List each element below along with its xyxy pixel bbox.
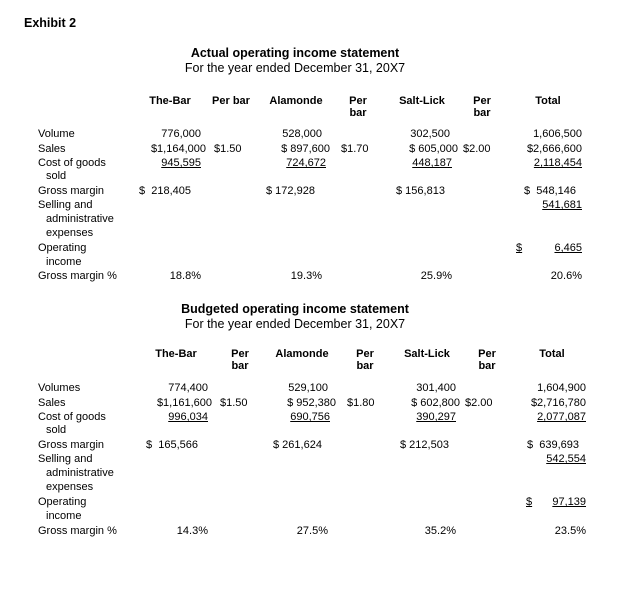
total-gross-margin-pct: 20.6% [550, 270, 582, 282]
thebar-gross-margin-pct: 18.8% [169, 270, 201, 282]
alamonde-cogs: 690,756 [290, 411, 330, 423]
label-cogs-cont: sold [46, 170, 67, 182]
header-per-bar: Per bar [212, 95, 250, 107]
label-sga-cont: administrative [46, 213, 114, 225]
saltlick-gross-margin: $ 156,813 [396, 185, 445, 197]
thebar-cogs: 945,595 [161, 157, 201, 169]
header-salt-lick: Salt-Lick [399, 95, 445, 107]
total-cogs: 2,077,087 [537, 411, 586, 423]
budgeted-title: Budgeted operating income statement [181, 302, 409, 316]
header-total: Total [539, 348, 565, 360]
header-alamonde: Alamonde [269, 95, 323, 107]
thebar-per-bar: $1.50 [220, 397, 248, 409]
alamonde-sales: $ 897,600 [281, 143, 330, 155]
label-gross-margin: Gross margin [38, 439, 105, 451]
total-sales: $2,716,780 [530, 397, 586, 409]
total-volume: 1,606,500 [533, 128, 582, 140]
header-total: Total [535, 95, 561, 107]
budgeted-subtitle: For the year ended December 31, 20X7 [184, 317, 406, 331]
alamonde-gross-margin-pct: 27.5% [296, 525, 328, 537]
total-operating-income-dollar: $ [516, 242, 523, 254]
header-per-bar: Per bar [231, 348, 249, 372]
header-per-bar: Per bar [356, 348, 374, 372]
alamonde-per-bar: $1.70 [341, 143, 369, 155]
saltlick-sales: $ 602,800 [411, 397, 460, 409]
total-operating-income: 6,465 [554, 242, 582, 254]
total-cogs: 2,118,454 [533, 157, 582, 169]
alamonde-volume: 528,000 [282, 128, 322, 140]
label-sga-cont: expenses [46, 481, 94, 493]
alamonde-gross-margin: $ 172,928 [266, 185, 315, 197]
alamonde-volume: 529,100 [288, 382, 328, 394]
label-gross-margin: Gross margin [38, 185, 105, 197]
label-cogs: Cost of goods [38, 411, 106, 423]
thebar-gross-margin-pct: 14.3% [176, 525, 208, 537]
label-operating-income: Operating [38, 242, 87, 254]
actual-subtitle: For the year ended December 31, 20X7 [184, 61, 406, 75]
alamonde-per-bar: $1.80 [347, 397, 375, 409]
alamonde-gross-margin: $ 261,624 [273, 439, 322, 451]
label-cogs: Cost of goods [38, 157, 106, 169]
saltlick-gross-margin-pct: 25.9% [420, 270, 452, 282]
saltlick-gross-margin-pct: 35.2% [424, 525, 456, 537]
saltlick-sales: $ 605,000 [409, 143, 458, 155]
thebar-cogs: 996,034 [168, 411, 208, 423]
total-operating-income: 97,139 [552, 496, 586, 508]
header-per-bar: Per bar [478, 348, 496, 372]
thebar-sales: $1,161,600 [156, 397, 212, 409]
saltlick-volume: 301,400 [416, 382, 456, 394]
header-salt-lick: Salt-Lick [404, 348, 450, 360]
label-volume: Volume [38, 128, 75, 140]
exhibit-title: Exhibit 2 [24, 16, 77, 30]
label-sales: Sales [38, 143, 66, 155]
header-per-bar: Per bar [349, 95, 367, 119]
total-operating-income-dollar: $ [526, 496, 533, 508]
alamonde-sales: $ 952,380 [287, 397, 336, 409]
total-gross-margin-pct: 23.5% [554, 525, 586, 537]
saltlick-per-bar: $2.00 [465, 397, 493, 409]
label-cogs-cont: sold [46, 424, 67, 436]
header-the-bar: The-Bar [149, 95, 191, 107]
label-sga: Selling and [38, 199, 93, 211]
label-sga: Selling and [38, 453, 93, 465]
header-the-bar: The-Bar [155, 348, 197, 360]
thebar-per-bar: $1.50 [214, 143, 242, 155]
thebar-sales: $1,164,000 [150, 143, 206, 155]
total-sga: 541,681 [542, 199, 582, 211]
label-gross-margin-pct: Gross margin % [38, 270, 117, 282]
header-alamonde: Alamonde [275, 348, 329, 360]
saltlick-cogs: 448,187 [412, 157, 452, 169]
alamonde-cogs: 724,672 [286, 157, 326, 169]
label-sales: Sales [38, 397, 66, 409]
thebar-volume: 774,400 [168, 382, 208, 394]
saltlick-per-bar: $2.00 [463, 143, 491, 155]
thebar-volume: 776,000 [161, 128, 201, 140]
label-operating-income-cont: income [46, 510, 82, 522]
label-sga-cont: expenses [46, 227, 94, 239]
alamonde-gross-margin-pct: 19.3% [290, 270, 322, 282]
thebar-gross-margin: $ 218,405 [139, 185, 191, 197]
label-sga-cont: administrative [46, 467, 114, 479]
saltlick-cogs: 390,297 [416, 411, 456, 423]
total-gross-margin: $ 639,693 [527, 439, 579, 451]
thebar-gross-margin: $ 165,566 [146, 439, 198, 451]
total-volume: 1,604,900 [537, 382, 586, 394]
total-sga: 542,554 [546, 453, 586, 465]
actual-title: Actual operating income statement [190, 46, 400, 60]
total-gross-margin: $ 548,146 [524, 185, 576, 197]
label-volume: Volumes [38, 382, 81, 394]
saltlick-gross-margin: $ 212,503 [400, 439, 449, 451]
total-sales: $2,666,600 [526, 143, 582, 155]
saltlick-volume: 302,500 [410, 128, 450, 140]
label-operating-income: Operating [38, 496, 87, 508]
header-per-bar: Per bar [473, 95, 491, 119]
label-gross-margin-pct: Gross margin % [38, 525, 117, 537]
label-operating-income-cont: income [46, 256, 82, 268]
